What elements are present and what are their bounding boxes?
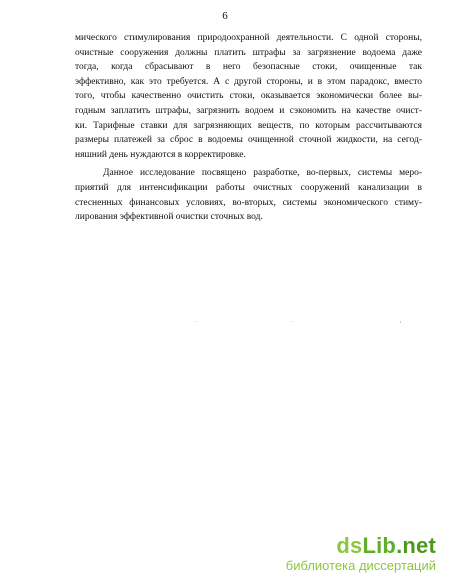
logo-part-lib: Lib bbox=[362, 533, 397, 558]
logo-part-net: .net bbox=[396, 533, 436, 558]
text-line: ки. Тарифные ставки для загрязняющих веществ, по которым рассчитываются bbox=[75, 120, 422, 131]
scan-speck: , bbox=[400, 318, 402, 324]
page-number: 6 bbox=[222, 10, 228, 22]
text-line: няшний день нуждаются в корректировке. bbox=[75, 149, 246, 160]
text-line: стесненных финансовых условиях, во-вторых, системы экономического стиму- bbox=[75, 197, 422, 208]
text-line: того, чтобы качественно очистить стоки, оказывается экономически более вы- bbox=[75, 91, 422, 102]
text-line: очистные сооружения должны платить штрафы за загрязнение водоема даже bbox=[75, 47, 422, 58]
document-body bbox=[75, 31, 422, 225]
text-line: тогда, когда сбрасывают в него безопасные стоки, очищенные так bbox=[75, 62, 422, 73]
dslib-watermark bbox=[286, 534, 436, 573]
paragraph-1 bbox=[75, 31, 422, 162]
logo-part-ds: ds bbox=[336, 533, 363, 558]
text-line: Данное исследование посвящено разработке, во-первых, системы меро- bbox=[103, 168, 422, 179]
text-line: приятий для интенсификации работы очистных сооружений канализации в bbox=[75, 182, 422, 193]
scan-speck: . bbox=[196, 318, 198, 324]
watermark-subtitle: библиотека диссертаций bbox=[285, 558, 436, 573]
text-line: размеры платежей за сброс в водоемы очищенной сточной жидкости, на сегод- bbox=[75, 135, 422, 146]
text-line: лирования эффективной очистки сточных вод. bbox=[75, 212, 263, 223]
text-line: мического стимулирования природоохранной деятельности. С одной стороны, bbox=[75, 33, 422, 43]
paragraph-2 bbox=[75, 166, 422, 224]
dslib-logo bbox=[286, 534, 436, 558]
text-line: эффективно, как это требуется. А с другой стороны, и в этом парадокс, вместо bbox=[75, 76, 422, 87]
text-line: годным заплатить штрафы, загрязнить водоем и сэкономить на качестве очист- bbox=[75, 105, 422, 116]
scan-speck: . bbox=[292, 318, 294, 324]
